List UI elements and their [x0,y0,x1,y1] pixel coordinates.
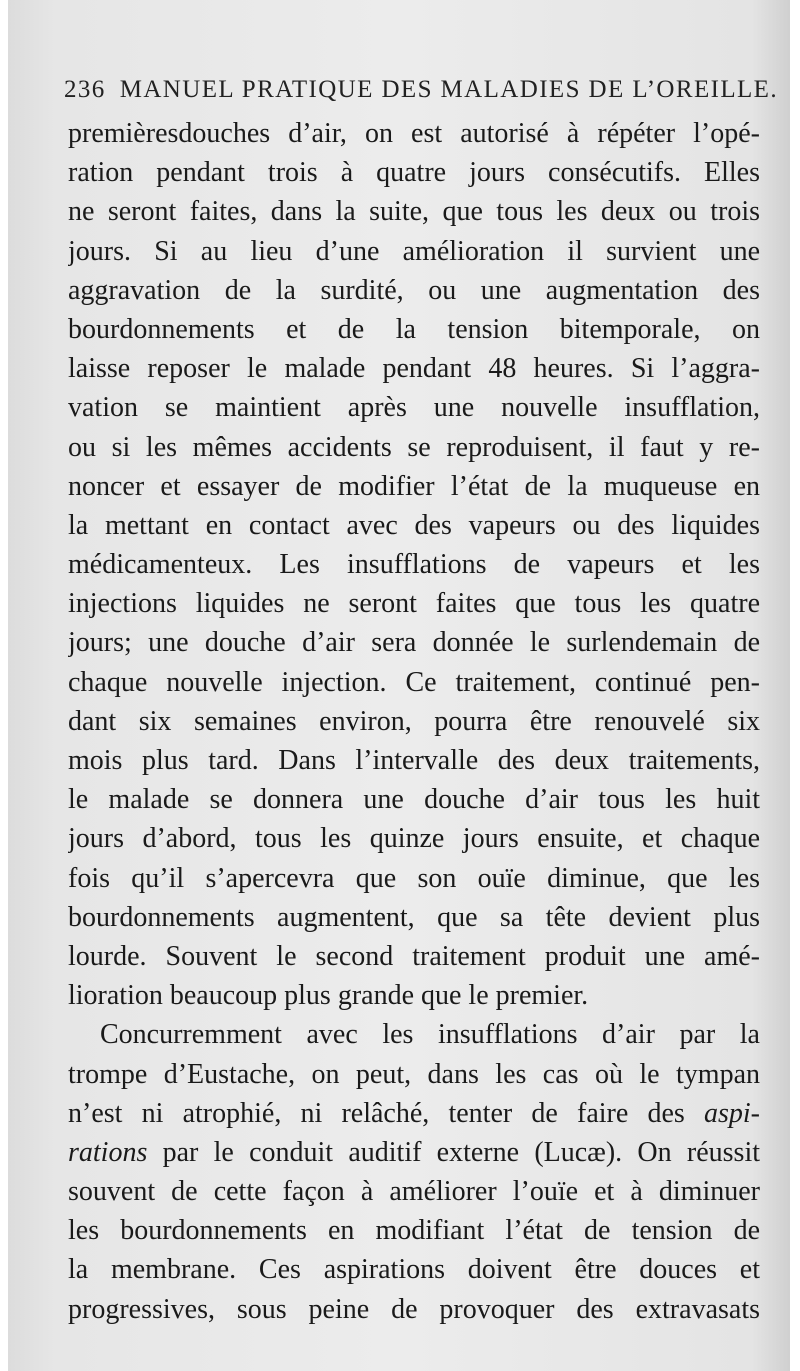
text-line: lourde. Souvent le second traitement produit une amé- [68,940,760,972]
page-number: 236 [64,76,106,103]
text-line [68,1133,760,1172]
text-line: médicamenteux. Les insufflations de vapeurs et les [68,549,760,581]
text-line: ne seront faites, dans la suite, que tous les deux ou trois [68,196,760,228]
text-line-paragraph-end: lioration beaucoup plus grande que le premier. [68,980,589,1012]
text-run: par le conduit auditif externe (Lucæ). On réussit [162,1136,760,1168]
text-line: premièresdouches d’air, on est autorisé à répéter l’opé- [68,118,760,149]
italic-word: aspi- [704,1097,760,1129]
running-head [64,76,779,104]
text-line: jours; une douche d’air sera donnée le surlendemain de [68,627,760,659]
text-line: bourdonnements et de la tension bitemporale, on [68,313,760,345]
book-page [8,0,791,1371]
text-line-paragraph-start: Concurremment avec les insufflations d’air par la [100,1019,760,1051]
text-line: bourdonnements augmentent, que sa tête devient plus [68,901,760,933]
body-text [68,114,760,1329]
text-line: noncer et essayer de modifier l’état de la muqueuse en [68,470,760,502]
text-line: aggravation de la surdité, ou une augmentation des [68,274,760,306]
text-line: progressives, sous peine de provoquer des extravasats [68,1293,760,1325]
text-line: souvent de cette façon à améliorer l’ouïe et à diminuer [68,1176,760,1208]
text-line: trompe d’Eustache, on peut, dans les cas où le tympan [68,1058,760,1090]
text-line: le malade se donnera une douche d’air tous les huit [68,784,760,816]
text-line: injections liquides ne seront faites que tous les quatre [68,588,760,620]
page-margin-right [790,0,800,1371]
text-line: dant six semaines environ, pourra être renouvelé six [68,705,760,737]
text-line: la mettant en contact avec des vapeurs ou des liquides [68,509,760,541]
text-line: les bourdonnements en modifiant l’état de tension de [68,1215,760,1247]
italic-word: rations [68,1136,148,1168]
text-line: ration pendant trois à quatre jours consécutifs. Elles [68,157,760,189]
text-line: chaque nouvelle injection. Ce traitement, continué pen- [68,666,760,698]
text-line: laisse reposer le malade pendant 48 heures. Si l’aggra- [68,353,760,385]
text-line: jours d’abord, tous les quinze jours ensuite, et chaque [68,823,760,855]
running-title: MANUEL PRATIQUE DES MALADIES DE L’OREILLE. [119,76,779,103]
text-line: la membrane. Ces aspirations doivent être douces et [68,1254,760,1286]
text-line: jours. Si au lieu d’une amélioration il survient une [68,235,760,267]
text-line [68,1094,760,1133]
text-line: fois qu’il s’apercevra que son ouïe diminue, que les [68,862,760,894]
text-line: ou si les mêmes accidents se reproduisent, il faut y re- [68,431,760,463]
text-line: mois plus tard. Dans l’intervalle des deux traitements, [68,745,760,776]
text-run: n’est ni atrophié, ni relâché, tenter de faire des [68,1097,685,1129]
text-line: vation se maintient après une nouvelle insufflation, [68,392,760,424]
